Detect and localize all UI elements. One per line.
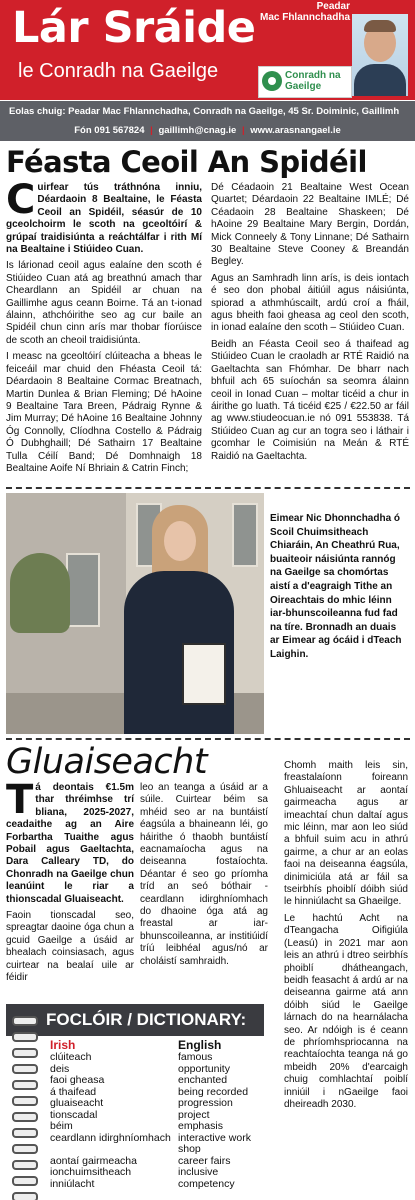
contact-email[interactable]: gaillimh@cnag.ie bbox=[158, 125, 237, 136]
english-term: emphasis bbox=[178, 1120, 223, 1132]
article1-column-right bbox=[211, 182, 409, 467]
masthead-subtitle: le Conradh na Gaeilge bbox=[18, 60, 219, 82]
english-term: enchanted bbox=[178, 1074, 228, 1086]
dictionary-row bbox=[50, 1075, 264, 1087]
article-headline: Féasta Ceoil An Spidéil bbox=[6, 145, 367, 179]
photo-caption: Eimear Nic Dhonnchadha ó Scoil Chuimsitheach Chiaráin, An Cheathrú Rua, buaiteoir náisiúnta rannóg na Gaeilge sa chomórtas aistí a d'eagraigh Tithe an Oireachtais do mhic léinn iar-bhunscoileanna fud fad na tíre. Bronnadh an duais ar Eimear ag ócáid i dTeach Laighin. bbox=[270, 513, 402, 660]
dictionary-row bbox=[50, 1052, 264, 1064]
masthead-title: Lár Sráide bbox=[12, 3, 256, 53]
article1-lead: uirfear tús tráthnóna inniu, Déardaoin 8 Bealtaine, le Féasta Ceoil an Spidéil, séasúr de 10 gceolchoirm le scoth na gceoltóirí & grúpaí traidisiúnta a reáchtálfar i rith Mí na Bealtaine i Stiúideo Cuan. bbox=[6, 182, 202, 256]
english-term: project bbox=[178, 1108, 210, 1121]
dictionary-row bbox=[50, 1098, 264, 1110]
editor-name: Mac Fhlannchadha bbox=[259, 12, 350, 23]
english-term: inclusive bbox=[178, 1166, 219, 1178]
article2-paragraph: Faoin tionscadal seo, spreagtar daoine óga chun a gcuid Gaeilge a úsáid ar bhealach coinsiasach, agus cuirtear na bealaí uile ar féidir bbox=[6, 910, 134, 984]
article2-paragraph: leo an teanga a úsáid ar a súile. Cuirtear béim sa mhéid seo ar na buntáistí éagsúla a bhaineann léi, go háirithe ó thaobh buntáistí eacnamaíocha agus na deiseanna fostaíochta. Déantar é seo go príomha tríd an seó bóthair - ceardlann idirghníomhach do dhaoine óga atá ag freastal ar iar-bhunscoileanna, ar institiúidí tríú leibhéal agus/nó ar choláistí samhraidh. bbox=[140, 782, 268, 967]
irish-term: á thaifead bbox=[50, 1085, 97, 1098]
article1-column-left bbox=[6, 177, 202, 479]
irish-term: ionchuimsitheach bbox=[50, 1166, 132, 1178]
article2-column-3 bbox=[284, 760, 408, 1115]
irish-term: tionscadal bbox=[50, 1108, 98, 1121]
certificate bbox=[182, 643, 226, 705]
contact-address: Eolas chuig: Peadar Mac Fhlannchadha, Conradh na Gaeilge, 45 Sr. Doiminic, Gaillimh bbox=[9, 106, 400, 117]
editor-photo bbox=[352, 14, 408, 96]
article2-column-1 bbox=[6, 777, 134, 989]
irish-term: gluaiseacht bbox=[50, 1097, 104, 1109]
article2-paragraph: Le hachtú Acht na dTeangacha Oifigiúla (Leasú) in 2021 mar aon leis an athrú i dtreo seirbhís phoiblí dhátheangach, beidh feasacht á ardú ar na deiseanna gairme atá ann dóibh siúd le Gaeilge lárnach do na hearnálacha seo. Ar ndóigh is é ceann de phríomhspriocanna na reachtaíochta teanga ná go mbeidh 20% d'earcaigh chuig comhlachtaí poiblí inniúil i nGaeilge faoi dheireadh 2030. bbox=[284, 912, 408, 1110]
article1-paragraph: Dé Céadaoin 21 Bealtaine West Ocean Quartet; Déardaoin 22 Bealtaine IMLÉ; Dé Céadaoin 28 Bealtaine Shaskeen; Dé hAoine 29 Bealtaine Mary Bergin, Dordán, Mick Conneely & Tony Linnane; Dé Sathairn 30 Bealtaine Steve Cooney & Breandán Begley. bbox=[211, 182, 409, 268]
logo-text: Conradh na Gaeilge bbox=[285, 70, 341, 92]
dictionary-irish-header: Irish bbox=[50, 1038, 76, 1052]
article1-paragraph: Agus an Samhradh linn arís, is deis iontach é seo don phobal áitiúil agus náisiúnta, spiorad a athmhúscailt, ardú croí a fháil, agus bheith faoi gheasa ag ceol den scoth, in ionad ealaíne den scoth – Stiúideo Cuan. bbox=[211, 272, 409, 334]
irish-term: clúiteach bbox=[50, 1051, 92, 1063]
irish-term: inniúlacht bbox=[50, 1177, 95, 1190]
contact-website[interactable]: www.arasnangael.ie bbox=[250, 125, 341, 136]
masthead bbox=[0, 0, 415, 100]
dictionary-box bbox=[6, 1004, 264, 1196]
article2-lead: á deontais €1.5m thar thréimhse trí bliana, 2025-2027, ceadaithe ag an Aire Forbartha Tuaithe agus Pobail agus Gaeltachta, Dara Calleary TD, do Chonradh na Gaeilge chun leanúint le riar a thionscadal Gluaiseacht. bbox=[6, 782, 134, 905]
english-term: progression bbox=[178, 1097, 233, 1109]
irish-term: faoi gheasa bbox=[50, 1074, 105, 1086]
english-term: opportunity bbox=[178, 1062, 230, 1075]
section-divider bbox=[6, 487, 410, 489]
english-term: interactive work bbox=[178, 1131, 251, 1144]
dictionary-row bbox=[50, 1167, 264, 1179]
student-photo bbox=[6, 493, 264, 734]
separator: | bbox=[150, 125, 153, 136]
dictionary-title: FOCLÓIR / DICTIONARY: bbox=[6, 1004, 264, 1036]
dictionary-rows bbox=[50, 1052, 264, 1190]
irish-term: ceardlann idirghníomhach bbox=[50, 1131, 171, 1144]
dictionary-english-header: English bbox=[178, 1038, 222, 1052]
article1-paragraph: I measc na gceoltóirí clúiteacha a bheas le feiceáil mar chuid den Fhéasta Ceoil tá: Déardaoin 8 Bealtaine Cormac Breatnach, Martin Dunlea & Brian Fleming; Dé hAoine 9 Bealtaine Tara Breen, Pádraig Rynne & Jim Murray; Dé hAoine 16 Bealtaine Johnny Óg Connolly, Clíodhna Costello & Pádraig Ó Dubhghaill; Dé Sathairn 17 Bealtaine Tulla Céilí Band; Dé Domhnaigh 18 Bealtaine Aoife Ní Bhriain & Catrin Finch; bbox=[6, 351, 202, 474]
irish-term: deis bbox=[50, 1062, 70, 1075]
irish-term: aontaí gairmeacha bbox=[50, 1154, 137, 1167]
article2-column-2 bbox=[140, 782, 268, 972]
english-term: competency bbox=[178, 1177, 235, 1190]
contact-details bbox=[0, 125, 415, 136]
contact-bar bbox=[0, 101, 415, 141]
editor-label: Peadar bbox=[316, 1, 350, 12]
drop-cap: C bbox=[6, 177, 36, 223]
irish-term: béim bbox=[50, 1120, 73, 1132]
section-headline: Gluaiseacht bbox=[6, 742, 208, 782]
separator: | bbox=[241, 125, 245, 136]
article1-paragraph: Beidh an Féasta Ceoil seo á thaifead ag Stiúideo Cuan le craoladh ar RTÉ Raidió na Gaeltachta san Fhómhar. De bharr nach bhfuil ach 65 suíochán sa seomra álainn ceoil in Ionad Cuan – moltar ticéid a chur in áirithe go luath. Tá ticéid €25 / €22.50 ar fáil ag www.stiudeocuan.ie nó 091 553838. Tá Stiúideo Cuan ag cur an togra seo i láthair i gcomhar le Coimisiún na Meán & RTÉ Raidió na Gaeltachta. bbox=[211, 338, 409, 462]
dictionary-row bbox=[50, 1179, 264, 1191]
dictionary-row bbox=[50, 1144, 264, 1156]
conradh-logo bbox=[258, 66, 352, 98]
english-term: being recorded bbox=[178, 1085, 249, 1098]
contact-phone: Fón 091 567824 bbox=[74, 125, 145, 136]
drop-cap: T bbox=[6, 777, 34, 823]
dictionary-row bbox=[50, 1110, 264, 1122]
dictionary-row bbox=[50, 1121, 264, 1133]
editor-credit bbox=[240, 1, 350, 23]
spiral-binding-icon bbox=[8, 1016, 38, 1200]
english-term: famous bbox=[178, 1051, 213, 1063]
english-term: career fairs bbox=[178, 1154, 231, 1167]
article1-paragraph: Is lárionad ceoil agus ealaíne den scoth é Stiúideo Cuan atá ag breathnú amach thar Cheardlann an Spidéil ar chuan na Gaillimhe agus ceann Boirne. Tá an t-ionad álainn, athchóirithe seo ag cur baile an Spidéil chun cinn arís mar thobar fíorúisce de scoth an cheoil traidisiúnta. bbox=[6, 260, 202, 346]
english-term: shop bbox=[178, 1143, 201, 1155]
article2-paragraph: Chomh maith leis sin, freastalaíonn foireann Ghluaiseacht ar aontaí gairmeacha agus ar imeachtaí chun daltaí agus mic léinn, mar aon leo siúd a bhfuil suim acu in athrú gairme, a chur ar an eolas faoi na deiseanna éagsúla, dinimiciúla atá ar fáil sa tseirbhís phoiblí dóibh siúd le hinniúlacht sa Ghaeilge. bbox=[284, 760, 408, 908]
conradh-logo-icon bbox=[262, 71, 282, 91]
dictionary-row bbox=[50, 1133, 264, 1145]
